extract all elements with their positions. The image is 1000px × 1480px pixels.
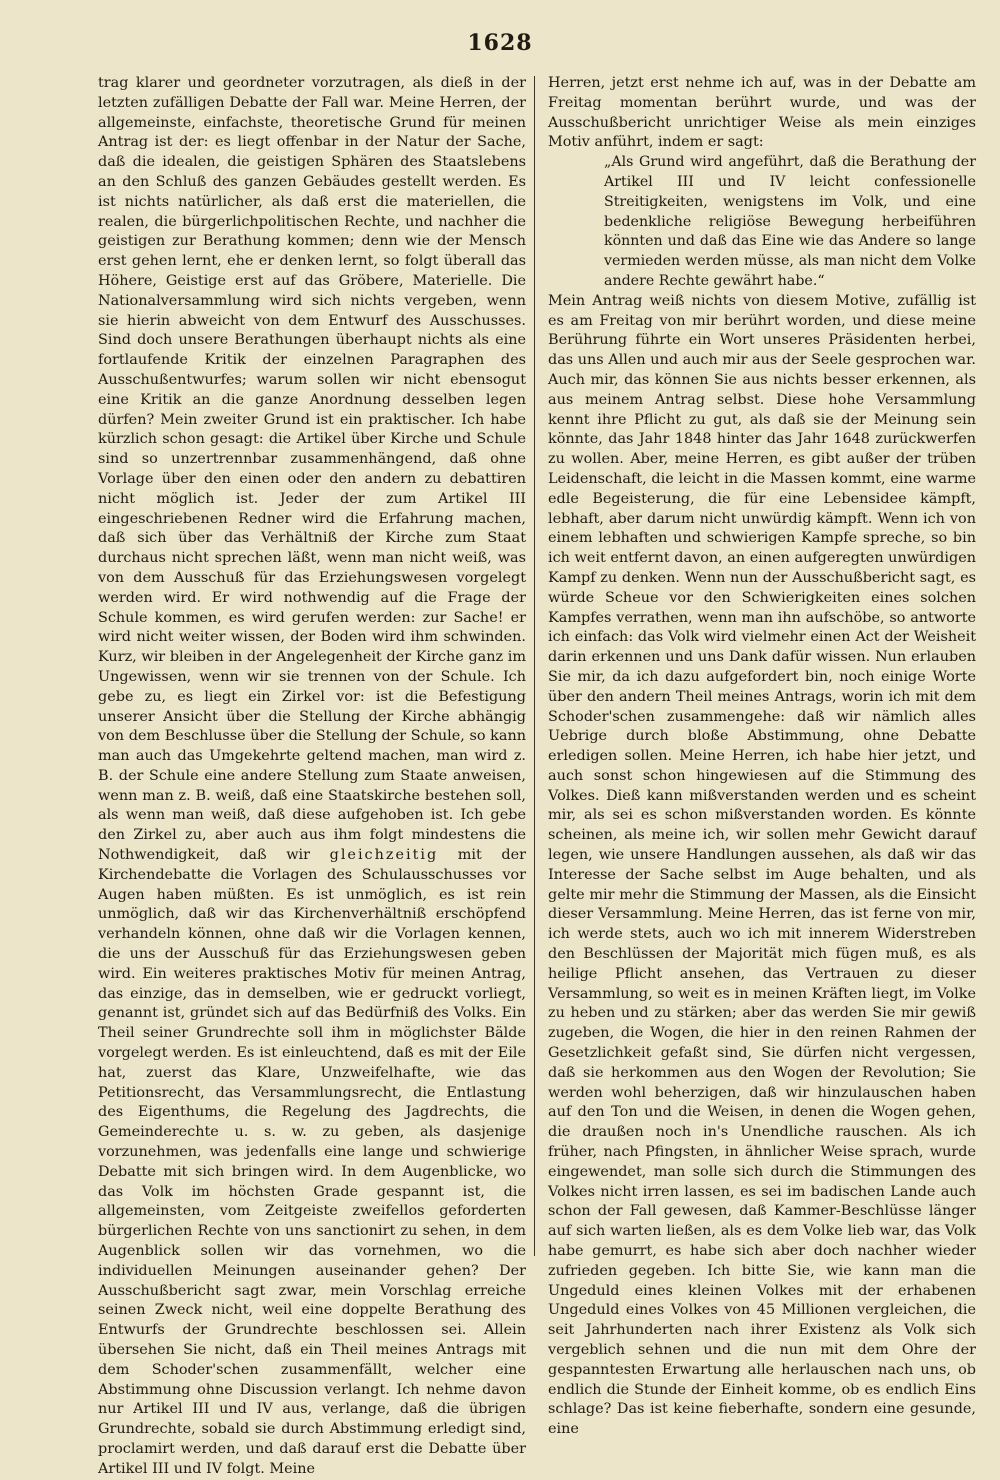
- column-divider: [534, 76, 535, 1256]
- right-column-text: Mein Antrag weiß nichts von diesem Motive, zufällig ist es am Freitag von mir berührt worden, und diese meine Berührung führte ein Wort unseres Präsidenten herbei, das uns Allen und auch mir aus der Seele gesprochen war. Auch mir, das können Sie aus nichts besser erkennen, als aus meinem Antrag selbst. Diese hohe Versammlung kennt ihre Pflicht zu gut, als daß sie der Meinung sein könnte, das Jahr 1848 hinter das Jahr 1648 zurückwerfen zu wollen. Aber, meine Herren, es gibt außer der trüben Leidenschaft, die leicht in die Massen kommt, eine warme edle Begeisterung, die für eine Lebensidee kämpft, lebhaft, aber darum nicht unwürdig kämpft. Wenn ich von einem lebhaften und schwierigen Kampfe spreche, so bin ich weit entfernt davon, an einen aufgeregten unwürdigen Kampf zu denken. Wenn nun der Ausschußbericht sagt, es würde Scheue vor den Schwierigkeiten eines solchen Kampfes verrathen, wenn man ihn aufschöbe, so antworte ich einfach: das Volk wird vielmehr einen Act der Weisheit darin erkennen und uns Dank dafür wissen. Nun erlauben Sie mir, da ich dazu aufgefordert bin, noch einige Worte über den andern Theil meines Antrags, worin ich mit dem Schoder'schen zusammengehe: daß wir nämlich alles Uebrige durch bloße Abstimmung, ohne Debatte erledigen sollen. Meine Herren, ich habe hier jetzt, und auch sonst schon hingewiesen auf die Stimmung des Volkes. Dieß kann mißverstanden werden und es scheint mir, als sei es schon mißverstanden worden. Es könnte scheinen, als meine ich, wir sollen mehr Gewicht darauf legen, wie unsere Handlungen aussehen, als daß wir das Interesse der Sache selbst im Auge behalten, und als gelte mir mehr die Stimmung der Massen, als die Einsicht dieser Versammlung. Meine Herren, das ist ferne von mir, ich werde stets, auch wo ich mit innerem Widerstreben den Beschlüssen der Majorität mich fügen muß, es als heilige Pflicht ansehen, das Vertrauen zu dieser Versammlung, so weit es in meinen Kräften liegt, im Volke zu heben und zu stärken; aber das werden Sie mir gewiß zugeben, die Wogen, die hier in den reinen Rahmen der Gesetzlichkeit gefaßt sind, Sie dürfen nicht vergessen, daß sie herkommen aus den Wogen der Revolution; Sie werden wohl beherzigen, daß wir hinzulauschen haben auf den Ton und die Weisen, in denen die Wogen gehen, die draußen noch in's Unendliche rauschen. Als ich früher, nach Pfingsten, in ähnlicher Weise sprach, wurde eingewendet, man solle sich durch die Stimmungen des Volkes nicht irren lassen, es sei im badischen Lande auch schon der Fall gewesen, daß Kammer-Beschlüsse länger auf sich warten ließen, als es dem Volke lieb war, das Volk habe gemurrt, es habe sich aber doch nachher wieder zufrieden gegeben. Ich bitte Sie, wie kann man die Ungeduld eines kleinen Volkes mit der erhabenen Ungeduld eines Volkes von 45 Millionen vergleichen, die seit Jahrhunderten nach ihrer Existenz als Volk sich vergeblich sehnen und die nun mit dem Ohre der gespanntesten Erwartung alle herlauschen nach uns, ob endlich die Stunde der Einheit komme, ob es endlich Eins schlage? Das ist keine fieberhafte, sondern eine gesunde, eine: [548, 292, 976, 1438]
- left-text-part-2: mit der Kirchendebatte die Vorlagen des Schulausschusses vor Augen haben müßten. Es ist unmöglich, es ist rein unmöglich, daß wir das Kirchenverhältniß erschöpfend verhandeln können, ohne daß wir die Vorlagen kennen, die uns der Ausschuß für das Erziehungswesen geben wird. Ein weiteres praktisches Motiv für meinen Antrag, das einzige, das in demselben, wie er gedruckt vorliegt, genannt ist, gründet sich auf das Bedürfniß des Volks. Ein Theil seiner Grundrechte soll ihm in möglichster Bälde vorgelegt werden. Es ist einleuchtend, daß es mit der Eile hat, zuerst das Klare, Unzweifelhafte, wie das Petitionsrecht, das Versammlungsrecht, die Entlastung des Eigenthums, die Regelung des Jagdrechts, die Gemeinderechte u. s. w. zu geben, als dasjenige vorzunehmen, was jedenfalls eine lange und schwierige Debatte mit sich bringen wird. In dem Augenblicke, wo das Volk im höchsten Grade gespannt ist, die allgemeinsten, vom Zeitgeiste zweifellos geforderten bürgerlichen Rechte von uns sanctionirt zu sehen, in dem Augenblick sollen wir das vornehmen, wo die individuellen Meinungen auseinander gehen? Der Ausschußbericht sagt zwar, mein Vorschlag erreiche seinen Zweck nicht, weil eine doppelte Berathung des Entwurfs der Grundrechte beschlossen sei. Allein übersehen Sie nicht, daß ein Theil meines Antrags mit dem Schoder'schen zusammenfällt, welcher eine Abstimmung ohne Discussion verlangt. Ich nehme davon nur Artikel III und IV aus, verlange, daß die übrigen Grundrechte, sobald sie durch Abstimmung erledigt sind, proclamirt werden, und daß darauf erst die Debatte über Artikel III und IV folgt. Meine: [98, 847, 526, 1477]
- spaced-emphasis-word: gleichzeitig: [329, 847, 439, 864]
- left-column: [98, 74, 526, 1477]
- committee-report-quote: „Als Grund wird angeführt, daß die Berathung der Artikel III und IV leicht confessionelle Streitigkeiten, wenigstens im Volk, und eine bedenkliche religiöse Bewegung herbeiführen könnten und daß das Eine wie das Andere so lange vermieden werden müsse, als man nicht dem Volke andere Rechte gewährt habe.“: [604, 154, 976, 289]
- right-intro-text: Herren, jetzt erst nehme ich auf, was in der Debatte am Freitag momentan berührt wurde, und was der Ausschußbericht unrichtiger Weise als mein einziges Motiv anführt, indem er sagt:: [548, 75, 976, 151]
- left-text-part-1: trag klarer und geordneter vorzutragen, als dieß in der letzten zufälligen Debatte der Fall war. Meine Herren, der allgemeinste, einfachste, theoretische Grund für meinen Antrag ist der: es liegt offenbar in der Natur der Sache, daß die idealen, die geistigen Sphären des Staatslebens an den Schluß des ganzen Gebäudes gestellt werden. Es ist nichts natürlicher, als daß erst die materiellen, die realen, die bürgerlichpolitischen Rechte, und nachher die geistigen zur Berathung kommen; denn wie der Mensch erst gehen lernt, ehe er denken lernt, so folgt überall das Höhere, Geistige erst auf das Gröbere, Materielle. Die Nationalversammlung wird sich nichts vergeben, wenn sie hierin abweicht von dem Entwurf des Ausschusses. Sind doch unsere Berathungen überhaupt nichts als eine fortlaufende Kritik der einzelnen Paragraphen des Ausschußentwurfes; warum sollen wir nicht ebensogut eine Kritik an die ganze Anordnung desselben legen dürfen? Mein zweiter Grund ist ein praktischer. Ich habe kürzlich schon gesagt: die Artikel über Kirche und Schule sind so unzertrennbar zusammenhängend, daß ohne Vorlage über den einen oder den andern zu debattiren nicht möglich ist. Jeder der zum Artikel III eingeschriebenen Redner wird die Erfahrung machen, daß sich über das Verhältniß der Kirche zum Staat durchaus nicht sprechen läßt, wenn man nicht weiß, was von dem Ausschuß für das Erziehungswesen vorgelegt werden wird. Er wird nothwendig auf die Frage der Schule kommen, es wird gerufen werden: zur Sache! er wird nicht weiter wissen, der Boden wird ihm schwinden. Kurz, wir bleiben in der Angelegenheit der Kirche ganz im Ungewissen, wenn wir sie trennen von der Schule. Ich gebe zu, es liegt ein Zirkel vor: ist die Befestigung unserer Ansicht über die Stellung der Kirche abhängig von dem Beschlusse über die Stellung der Schule, so kann man auch das Umgekehrte geltend machen, man wird z. B. der Schule eine andere Stellung zum Staate anweisen, wenn man z. B. weiß, daß eine Staatskirche bestehen soll, als wenn man weiß, daß diese aufgehoben ist. Ich gebe den Zirkel zu, aber auch aus ihm folgt mindestens die Nothwendigkeit, daß wir: [98, 75, 526, 864]
- right-column: [548, 74, 976, 1438]
- page-number: 1628: [467, 30, 533, 56]
- left-column-text: [98, 74, 526, 1480]
